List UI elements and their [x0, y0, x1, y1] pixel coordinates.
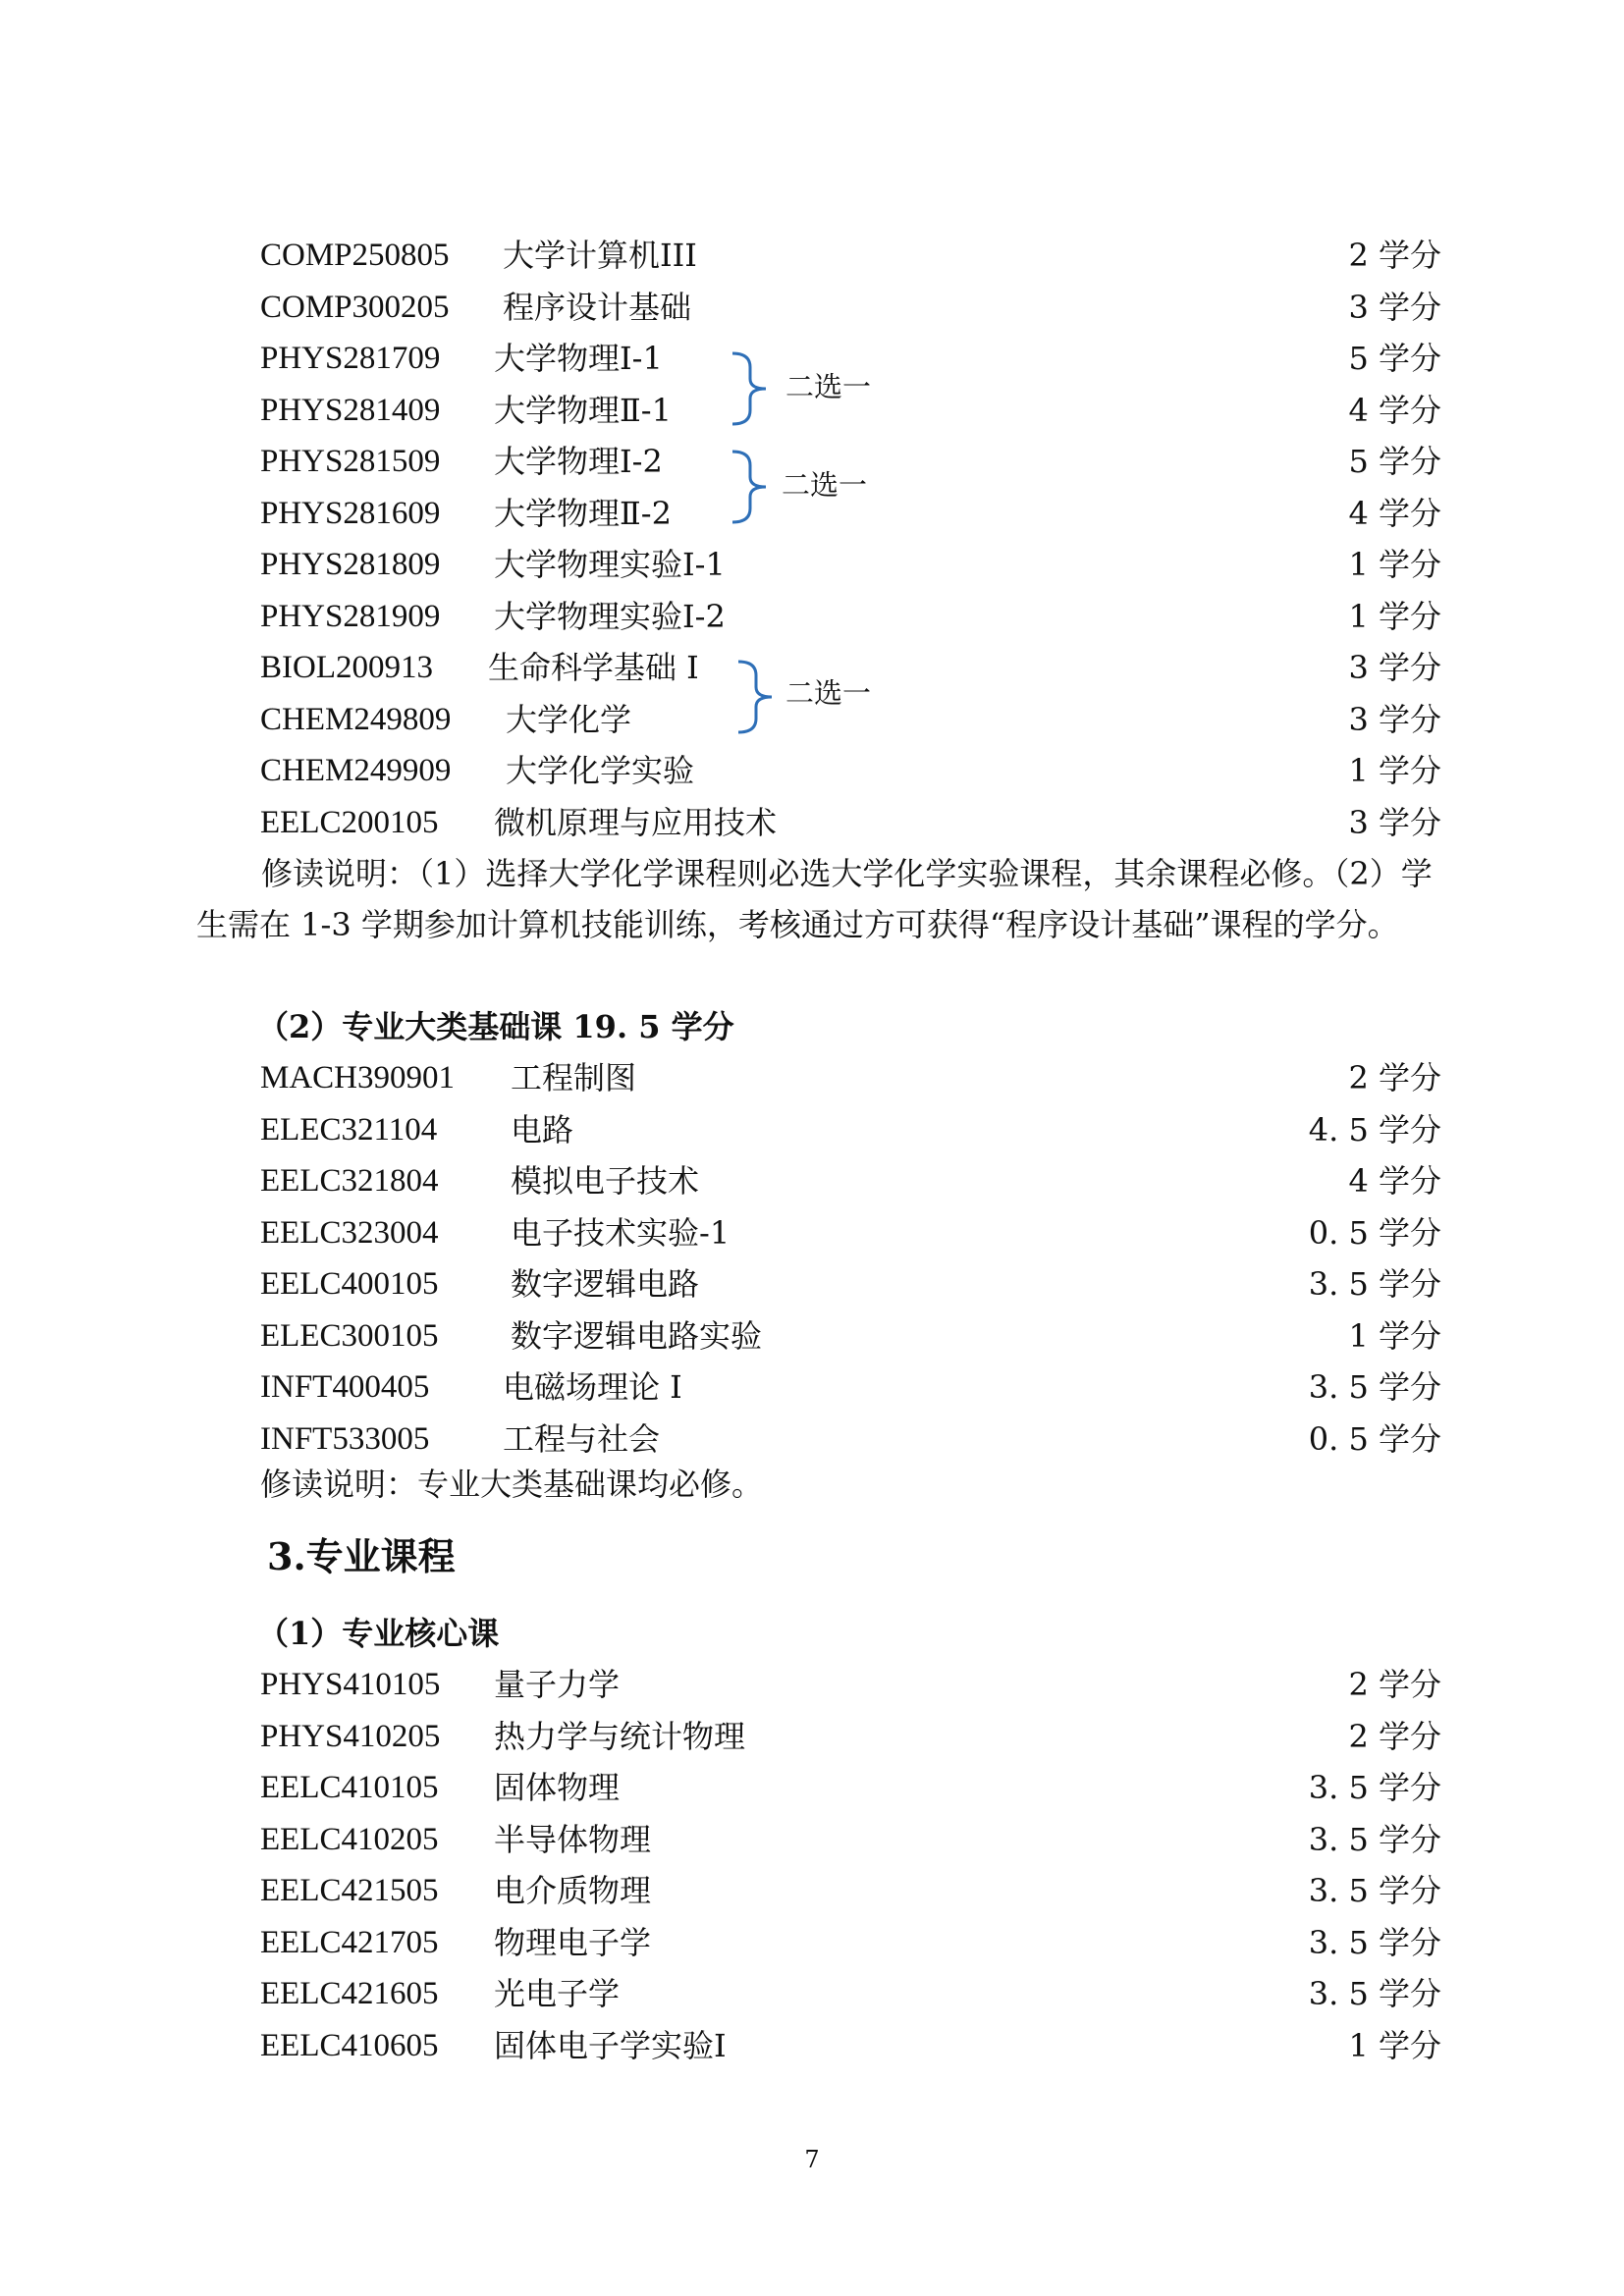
- course-credit: 1 学分: [1348, 546, 1441, 583]
- course-row: [0, 1258, 1624, 1309]
- course-credit: 2 学分: [1348, 1717, 1441, 1755]
- course-code: PHYS281909: [260, 598, 441, 634]
- course-row: [0, 745, 1624, 796]
- course-code: EELC421505: [260, 1873, 439, 1908]
- course-name: 固体电子学实验Ⅰ: [494, 2026, 727, 2064]
- course-credit: 3 学分: [1348, 803, 1441, 841]
- course-code: EELC410205: [260, 1821, 439, 1857]
- course-row: [0, 2020, 1624, 2071]
- course-code: INFT400405: [260, 1369, 430, 1405]
- course-code: PHYS281809: [260, 547, 441, 582]
- course-row: [0, 1104, 1624, 1155]
- brace-label: 二选一: [785, 370, 872, 403]
- course-code: COMP250805: [260, 238, 450, 273]
- major-base-heading: （2）专业大类基础课 19. 5 学分: [257, 1008, 734, 1045]
- course-row: [0, 591, 1624, 642]
- course-name: 程序设计基础: [503, 288, 692, 326]
- course-code: BIOL200913: [260, 650, 433, 685]
- course-name: 大学物理实验Ⅰ-1: [494, 546, 726, 583]
- course-row: [0, 1052, 1624, 1103]
- course-row: [0, 1310, 1624, 1362]
- course-credit: 3. 5 学分: [1308, 1923, 1441, 1961]
- course-credit: 4 学分: [1348, 391, 1441, 429]
- course-code: EELC410105: [260, 1770, 439, 1805]
- course-credit: 4. 5 学分: [1308, 1110, 1441, 1148]
- section-heading: 3.专业课程: [267, 1534, 456, 1578]
- course-name: 大学计算机III: [503, 237, 697, 274]
- course-code: CHEM249909: [260, 753, 452, 788]
- course-name: 大学物理Ⅱ-1: [494, 391, 672, 429]
- course-row: [0, 1865, 1624, 1916]
- course-name: 大学物理Ⅰ-2: [494, 443, 663, 480]
- course-credit: 3 学分: [1348, 288, 1441, 326]
- course-code: PHYS281709: [260, 341, 441, 376]
- course-row: [0, 1362, 1624, 1413]
- course-row: [0, 282, 1624, 333]
- course-row: [0, 1711, 1624, 1762]
- course-name: 热力学与统计物理: [494, 1717, 746, 1755]
- course-code: PHYS410205: [260, 1718, 441, 1754]
- brace-icon: [734, 658, 784, 736]
- course-code: EELC421605: [260, 1976, 439, 2011]
- page-number: 7: [804, 2146, 820, 2173]
- course-name: 固体物理: [494, 1769, 621, 1806]
- course-name: 大学化学实验: [506, 752, 695, 789]
- general-note: 修读说明：（1）选择大学化学课程则必选大学化学实验课程，其余课程必修。（2）学生需在 1-3 学期参加计算机技能训练，考核通过方可获得“程序设计基础”课程的学分。: [196, 855, 1433, 943]
- course-code: INFT533005: [260, 1420, 430, 1457]
- brace-label: 二选一: [785, 676, 872, 710]
- course-row: [0, 230, 1624, 281]
- course-code: COMP300205: [260, 289, 450, 325]
- course-name: 量子力学: [494, 1666, 621, 1703]
- course-credit: 3. 5 学分: [1308, 1769, 1441, 1806]
- course-code: EELC410605: [260, 2027, 439, 2063]
- course-row: [0, 1659, 1624, 1710]
- course-code: PHYS281609: [260, 495, 441, 531]
- course-credit: 1 学分: [1348, 1316, 1441, 1355]
- course-credit: 1 学分: [1348, 597, 1441, 635]
- brace-label: 二选一: [782, 468, 868, 502]
- course-code: EELC421705: [260, 1924, 439, 1960]
- course-credit: 2 学分: [1348, 237, 1441, 274]
- course-name: 电介质物理: [494, 1872, 652, 1909]
- course-code: PHYS410105: [260, 1667, 441, 1702]
- course-name: 工程制图: [511, 1059, 637, 1096]
- course-credit: 3. 5 学分: [1308, 1265, 1441, 1303]
- course-code: PHYS281409: [260, 392, 441, 428]
- course-credit: 2 学分: [1348, 1666, 1441, 1703]
- course-row: [0, 797, 1624, 848]
- course-credit: 5 学分: [1348, 443, 1441, 480]
- course-code: EELC321804: [260, 1163, 439, 1199]
- course-credit: 1 学分: [1348, 2026, 1441, 2064]
- course-row: [0, 1207, 1624, 1258]
- course-code: ELEC300105: [260, 1317, 439, 1354]
- course-credit: 0. 5 学分: [1308, 1213, 1441, 1252]
- course-name: 生命科学基础 I: [488, 649, 699, 686]
- course-credit: 3. 5 学分: [1308, 1368, 1441, 1406]
- course-code: EELC323004: [260, 1214, 439, 1251]
- course-name: 大学物理Ⅰ-1: [494, 340, 663, 377]
- course-credit: 0. 5 学分: [1308, 1419, 1441, 1458]
- course-credit: 4 学分: [1348, 494, 1441, 532]
- course-name: 物理电子学: [494, 1923, 652, 1961]
- course-name: 光电子学: [494, 1975, 621, 2012]
- course-name: 半导体物理: [494, 1820, 652, 1858]
- course-row: [0, 539, 1624, 590]
- course-name: 模拟电子技术: [511, 1162, 700, 1200]
- course-name: 数字逻辑电路实验: [511, 1316, 763, 1355]
- course-name: 大学化学: [506, 700, 632, 738]
- course-row: [0, 1968, 1624, 2019]
- course-credit: 3 学分: [1348, 649, 1441, 686]
- course-name: 工程与社会: [503, 1419, 661, 1458]
- course-name: 电路: [511, 1110, 574, 1148]
- course-credit: 3. 5 学分: [1308, 1820, 1441, 1858]
- course-credit: 1 学分: [1348, 752, 1441, 789]
- course-credit: 3 学分: [1348, 700, 1441, 738]
- course-code: EELC400105: [260, 1266, 439, 1302]
- course-code: MACH390901: [260, 1060, 456, 1095]
- course-name: 电子技术实验-1: [511, 1213, 731, 1252]
- course-row: [0, 1762, 1624, 1813]
- course-credit: 2 学分: [1348, 1059, 1441, 1096]
- course-name: 数字逻辑电路: [511, 1265, 700, 1303]
- course-row: [0, 1414, 1624, 1465]
- core-heading: （1）专业核心课: [257, 1615, 500, 1652]
- course-name: 微机原理与应用技术: [494, 803, 778, 841]
- course-code: CHEM249809: [260, 701, 452, 737]
- major-base-note: 修读说明：专业大类基础课均必修。: [260, 1466, 764, 1503]
- course-row: [0, 1917, 1624, 1968]
- course-name: 大学物理实验Ⅰ-2: [494, 597, 726, 635]
- course-code: PHYS281509: [260, 444, 441, 479]
- course-code: ELEC321104: [260, 1111, 438, 1148]
- course-code: EELC200105: [260, 804, 439, 840]
- course-credit: 3. 5 学分: [1308, 1872, 1441, 1909]
- course-name: 大学物理Ⅱ-2: [494, 494, 672, 532]
- course-name: 电磁场理论 I: [503, 1368, 682, 1406]
- course-credit: 3. 5 学分: [1308, 1975, 1441, 2012]
- brace-icon: [729, 448, 778, 526]
- course-credit: 4 学分: [1348, 1162, 1441, 1200]
- course-row: [0, 1814, 1624, 1865]
- course-credit: 5 学分: [1348, 340, 1441, 377]
- brace-icon: [729, 349, 778, 428]
- course-row: [0, 1155, 1624, 1206]
